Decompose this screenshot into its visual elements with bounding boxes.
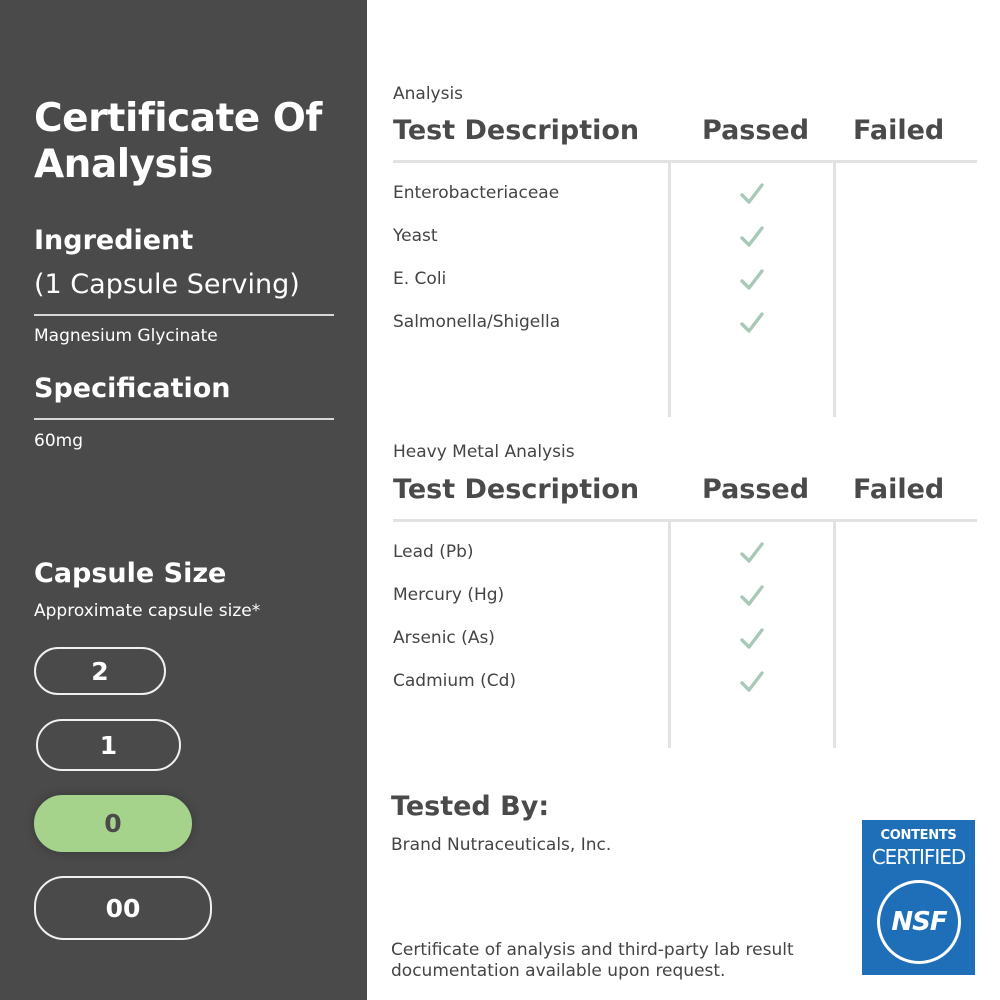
analysis-header-test: Test Description (393, 115, 640, 146)
column-divider (833, 162, 836, 417)
heavy-metal-header-passed: Passed (702, 474, 810, 505)
analysis-section-label: Analysis (393, 84, 464, 104)
tested-by-heading: Tested By: (391, 791, 550, 822)
divider (34, 314, 334, 316)
check-icon (739, 224, 765, 250)
heavy-metal-row-label: Arsenic (As) (393, 628, 495, 648)
column-divider (668, 162, 671, 417)
check-icon (739, 583, 765, 609)
check-icon (739, 267, 765, 293)
specification-heading: Specification (34, 373, 231, 404)
capsule-size-0-selected: 0 (34, 795, 192, 852)
heavy-metal-section-label: Heavy Metal Analysis (393, 442, 575, 462)
heavy-metal-row-label: Lead (Pb) (393, 542, 474, 562)
analysis-row-label: E. Coli (393, 269, 447, 289)
capsule-size-1: 1 (36, 719, 181, 771)
nsf-badge-line2: CERTIFIED (871, 845, 966, 869)
check-icon (739, 669, 765, 695)
capsule-size-heading: Capsule Size (34, 558, 227, 589)
check-icon (739, 626, 765, 652)
capsule-size-subheading: Approximate capsule size* (34, 601, 261, 621)
table-header-rule (393, 160, 977, 163)
heavy-metal-header-test: Test Description (393, 474, 640, 505)
check-icon (739, 540, 765, 566)
analysis-row-label: Salmonella/Shigella (393, 312, 561, 332)
nsf-certified-badge (862, 820, 975, 975)
heavy-metal-row-label: Mercury (Hg) (393, 585, 505, 605)
table-header-rule (393, 519, 977, 522)
left-panel (0, 0, 367, 1000)
heavy-metal-header-failed: Failed (853, 474, 945, 505)
footnote: Certificate of analysis and third-party lab result documentation available upon request. (391, 940, 794, 981)
specification-value: 60mg (34, 431, 83, 451)
check-icon (739, 181, 765, 207)
capsule-size-00: 00 (34, 876, 212, 940)
nsf-badge-line1: CONTENTS (880, 828, 957, 843)
analysis-header-passed: Passed (702, 115, 810, 146)
capsule-size-2: 2 (34, 647, 166, 695)
analysis-row-label: Enterobacteriaceae (393, 183, 560, 203)
certificate-title: Certificate Of Analysis (34, 96, 322, 187)
check-icon (739, 310, 765, 336)
analysis-row-label: Yeast (393, 226, 438, 246)
column-divider (668, 520, 671, 748)
heavy-metal-row-label: Cadmium (Cd) (393, 671, 517, 691)
column-divider (833, 520, 836, 748)
nsf-logo: NSF (877, 880, 961, 964)
analysis-header-failed: Failed (853, 115, 945, 146)
divider (34, 418, 334, 420)
ingredient-heading: Ingredient (34, 225, 194, 256)
ingredient-value: Magnesium Glycinate (34, 326, 218, 346)
ingredient-subheading: (1 Capsule Serving) (34, 269, 300, 300)
tested-by-value: Brand Nutraceuticals, Inc. (391, 835, 612, 855)
